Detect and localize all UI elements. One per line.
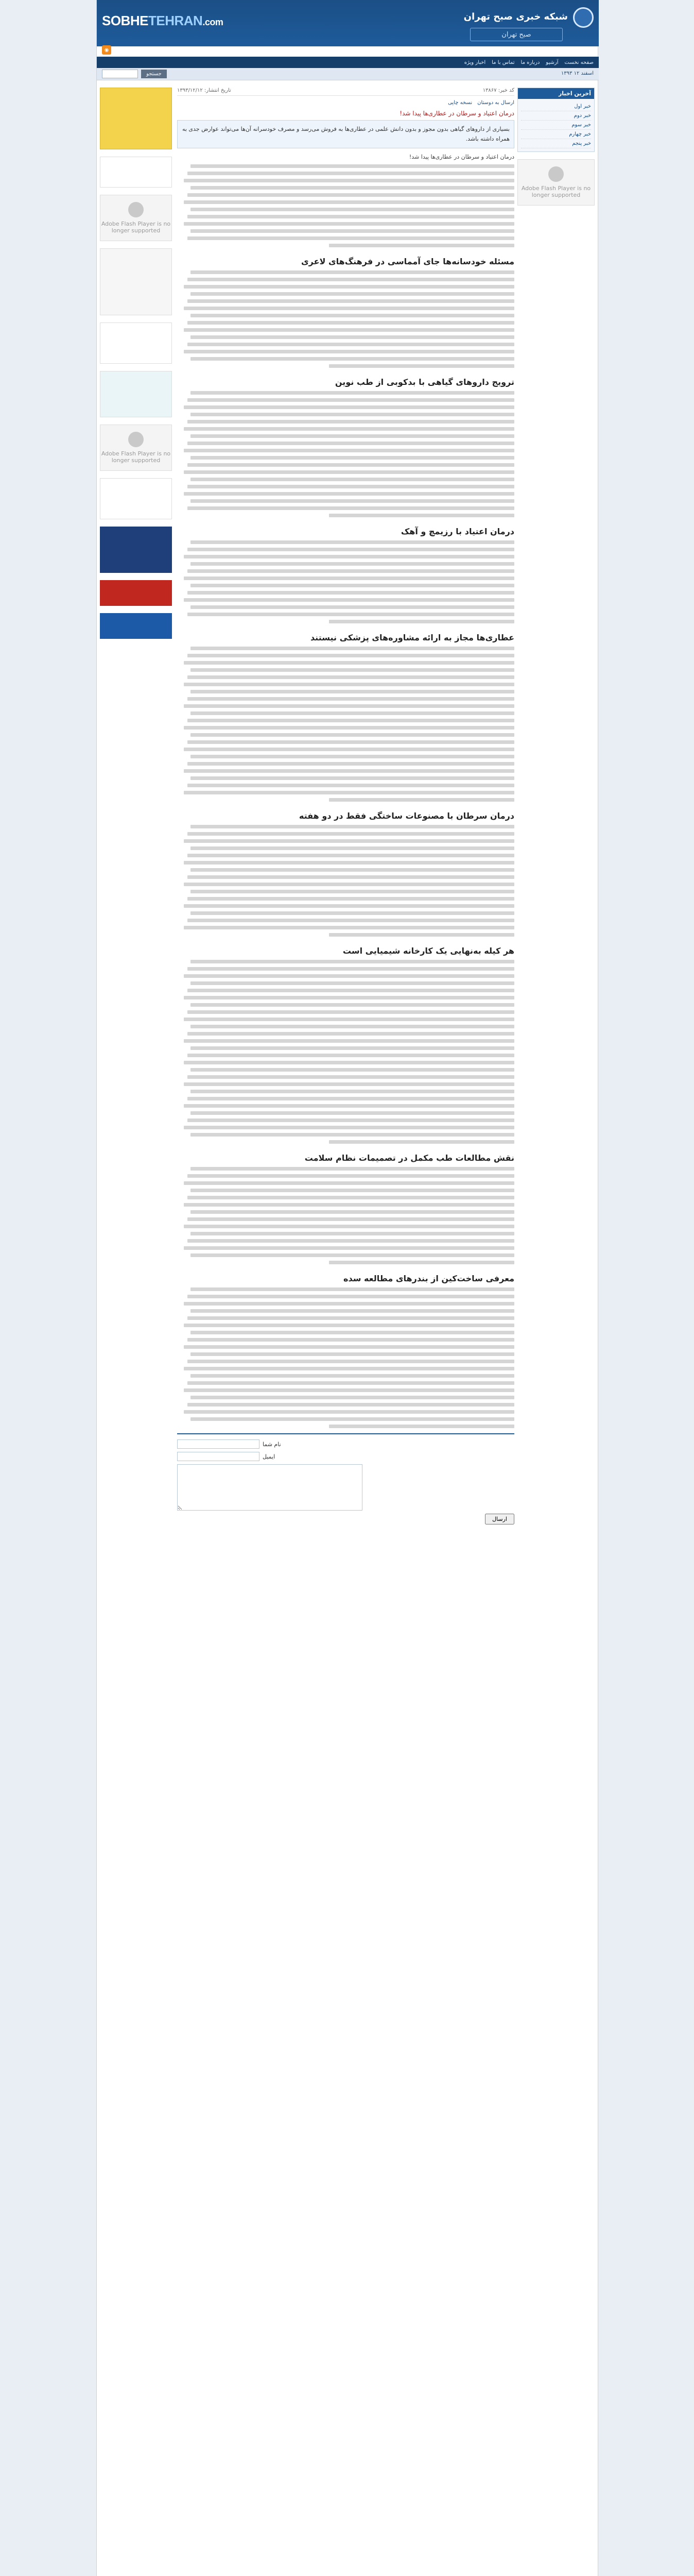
nav-item[interactable]: درباره ما <box>520 59 540 65</box>
site-name-fa: شبکه خبری صبح تهران <box>463 11 568 22</box>
section-heading: ترویج داروهای گیاهی با بدکوبی از طب نوین <box>335 377 514 387</box>
article-title: درمان اعتیاد و سرطان در عطاری‌ها پیدا شد! <box>400 110 514 117</box>
news-link[interactable]: خبر سوم <box>521 121 591 130</box>
flash-placeholder: Adobe Flash Player is no longer supported <box>517 159 595 206</box>
section-heading: درمان سرطان با مصنوعات ساختگی فقط در دو هفته <box>299 811 514 821</box>
ad-banner[interactable] <box>100 157 172 188</box>
plugin-icon <box>548 166 564 182</box>
section-heading: معرفی ساخت‌کین از بندرهای مطالعه سده <box>343 1274 514 1284</box>
search-input[interactable] <box>102 70 138 78</box>
comment-textarea[interactable] <box>177 1464 362 1511</box>
latest-news-box <box>517 88 595 152</box>
name-label: نام شما <box>263 1440 281 1448</box>
ad-banner[interactable] <box>100 248 172 315</box>
nav-item[interactable]: صفحه نخست <box>564 59 594 65</box>
sub-bar <box>97 68 599 80</box>
paragraph-text <box>177 391 514 517</box>
rss-icon[interactable]: ◉ <box>102 45 111 55</box>
section-heading: عطاری‌ها مجاز به ارائه مشاوره‌های پزشکی نیستند <box>310 633 514 643</box>
ad-banner[interactable] <box>100 478 172 519</box>
paragraph-text <box>177 270 514 368</box>
comment-form <box>177 1433 514 1524</box>
paragraph-text <box>177 960 514 1144</box>
news-link[interactable]: خبر پنجم <box>521 139 591 148</box>
article-code: کد خبر: ۱۳۸۶۷ <box>482 88 514 93</box>
left-sidebar <box>100 88 172 646</box>
ad-banner[interactable] <box>100 323 172 364</box>
section-heading: هر کیله به‌نهایی یک کارخانه شیمیایی است <box>342 946 514 956</box>
nav-item[interactable]: اخبار ویژه <box>464 59 486 65</box>
email-label: ایمیل <box>263 1453 275 1460</box>
article-meta <box>177 88 514 96</box>
header-tagline: صبح تهران <box>470 28 563 41</box>
section-heading: درمان اعتیاد با رزیمچ و آهک <box>401 527 514 537</box>
ad-banner[interactable] <box>100 88 172 149</box>
send-to-friend-link[interactable]: ارسال به دوستان <box>477 100 514 106</box>
plugin-icon <box>128 432 144 447</box>
box-title: آخرین اخبار <box>518 88 594 99</box>
right-sidebar <box>517 88 595 213</box>
nav-item[interactable]: تماس با ما <box>492 59 515 65</box>
news-link[interactable]: خبر دوم <box>521 111 591 121</box>
main-nav <box>97 57 599 68</box>
site-logo[interactable]: SOBHETEHRAN.com <box>102 13 223 28</box>
paragraph-text <box>177 1167 514 1264</box>
page <box>96 0 598 2576</box>
article-tools <box>177 100 514 106</box>
current-date: ۱۳۹۳ اسفند ۱۲ <box>561 71 594 76</box>
search-button[interactable]: جستجو <box>141 70 167 78</box>
header <box>97 0 599 46</box>
ad-banner[interactable] <box>100 613 172 639</box>
email-field[interactable] <box>177 1452 259 1461</box>
publish-date: تاریخ انتشار: ۱۳۹۳/۱۲/۱۲ <box>177 88 231 93</box>
article-body <box>177 164 514 1428</box>
section-heading: مسئله خودسانه‌ها جای آمماسی در فرهنگ‌های لاعری <box>301 257 514 267</box>
print-link[interactable]: نسخه چاپی <box>448 100 473 106</box>
ad-banner[interactable] <box>100 371 172 417</box>
emblem-icon <box>573 7 594 28</box>
paragraph-text <box>177 540 514 623</box>
submit-comment-button[interactable]: ارسال <box>485 1514 514 1524</box>
name-field[interactable] <box>177 1439 259 1449</box>
article <box>177 88 514 1528</box>
ad-banner[interactable] <box>100 527 172 573</box>
paragraph-text <box>177 1287 514 1428</box>
nav-item[interactable]: آرشیو <box>546 59 559 65</box>
paragraph-text <box>177 164 514 247</box>
flash-placeholder: Adobe Flash Player is no longer supported <box>100 425 172 471</box>
ad-banner[interactable] <box>100 580 172 606</box>
plugin-icon <box>128 202 144 217</box>
paragraph-text <box>177 825 514 937</box>
section-heading: نقش مطالعات طب مکمل در تصمیمات نظام سلامت <box>304 1153 514 1163</box>
flash-placeholder: Adobe Flash Player is no longer supported <box>100 195 172 241</box>
news-link[interactable]: خبر اول <box>521 102 591 111</box>
article-quote: درمان اعتیاد و سرطان در عطاری‌ها پیدا شد! <box>409 154 514 161</box>
article-abstract: بسیاری از داروهای گیاهی بدون مجوز و بدون دانش علمی در عطاری‌ها به فروش می‌رسد و مصرف خودسرانه آن‌ها می‌تواند عوارض جدی به همراه داشته باشد. <box>177 120 514 148</box>
paragraph-text <box>177 647 514 802</box>
news-link[interactable]: خبر چهارم <box>521 130 591 139</box>
